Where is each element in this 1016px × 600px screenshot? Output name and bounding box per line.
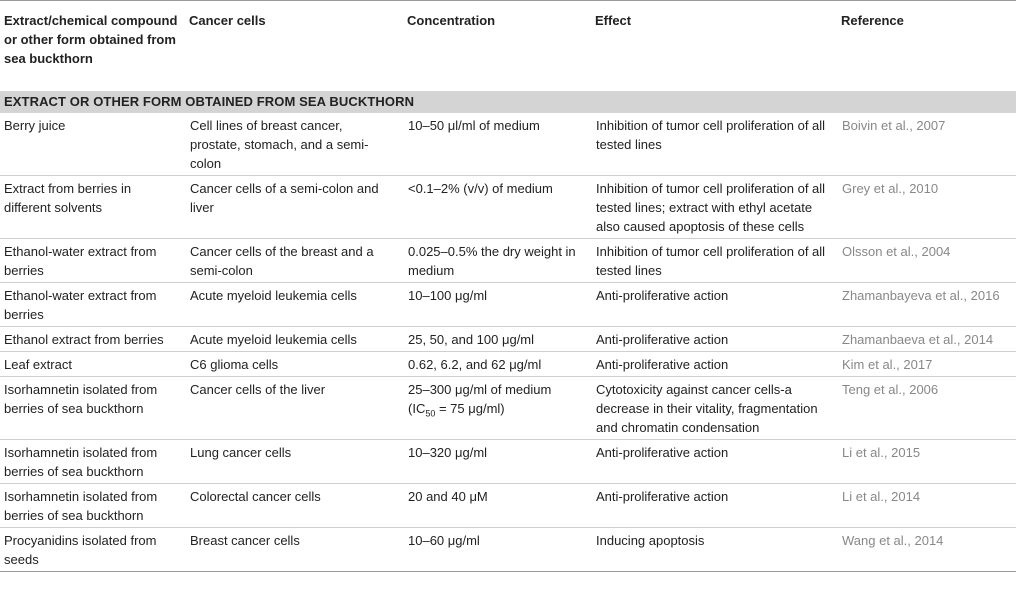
cell-reference[interactable]: Wang et al., 2014	[838, 527, 1016, 571]
header-effect: Effect	[592, 1, 838, 88]
cell-extract: Extract from berries in different solvents	[0, 175, 186, 238]
cell-effect: Cytotoxicity against cancer cells-a decrease in their vitality, fragmentation and chromatin condensation	[592, 376, 838, 439]
cell-effect: Anti-proliferative action	[592, 351, 838, 376]
cell-cancer-cells: Acute myeloid leukemia cells	[186, 282, 404, 326]
header-extract: Extract/chemical compound or other form obtained from sea buckthorn	[0, 1, 186, 88]
header-concentration: Concentration	[404, 1, 592, 88]
table-row	[0, 113, 1016, 176]
table-row	[0, 282, 1016, 326]
cell-extract: Isorhamnetin isolated from berries of sea buckthorn	[0, 483, 186, 527]
table-row	[0, 483, 1016, 527]
cell-concentration: 10–60 μg/ml	[404, 527, 592, 571]
table-row	[0, 376, 1016, 439]
cell-reference[interactable]: Zhamanbaeva et al., 2014	[838, 326, 1016, 351]
cell-effect: Inhibition of tumor cell proliferation of all tested lines	[592, 113, 838, 176]
cell-extract: Ethanol-water extract from berries	[0, 282, 186, 326]
cell-concentration: 25, 50, and 100 μg/ml	[404, 326, 592, 351]
cell-cancer-cells: Colorectal cancer cells	[186, 483, 404, 527]
cell-cancer-cells: Cancer cells of a semi-colon and liver	[186, 175, 404, 238]
cell-extract: Isorhamnetin isolated from berries of sea buckthorn	[0, 376, 186, 439]
cell-effect: Anti-proliferative action	[592, 326, 838, 351]
cell-cancer-cells: C6 glioma cells	[186, 351, 404, 376]
cell-extract: Berry juice	[0, 113, 186, 176]
header-cancer-cells: Cancer cells	[186, 1, 404, 88]
cell-reference[interactable]: Boivin et al., 2007	[838, 113, 1016, 176]
cell-reference[interactable]: Kim et al., 2017	[838, 351, 1016, 376]
cell-reference[interactable]: Li et al., 2015	[838, 439, 1016, 483]
ic50-value: = 75 μg/ml)	[435, 400, 505, 416]
cell-extract: Leaf extract	[0, 351, 186, 376]
cell-reference[interactable]: Teng et al., 2006	[838, 376, 1016, 439]
cell-effect: Inhibition of tumor cell proliferation of all tested lines; extract with ethyl acetate also caused apoptosis of these cells	[592, 175, 838, 238]
cell-concentration: 10–320 μg/ml	[404, 439, 592, 483]
concentration-range: 25–300 μg/ml of medium	[408, 381, 552, 397]
cell-cancer-cells: Cancer cells of the breast and a semi-colon	[186, 238, 404, 282]
cell-cancer-cells: Lung cancer cells	[186, 439, 404, 483]
cell-extract: Isorhamnetin isolated from berries of sea buckthorn	[0, 439, 186, 483]
cell-reference[interactable]: Zhamanbayeva et al., 2016	[838, 282, 1016, 326]
cell-effect: Anti-proliferative action	[592, 439, 838, 483]
cell-effect: Inhibition of tumor cell proliferation of all tested lines	[592, 238, 838, 282]
cell-reference[interactable]: Olsson et al., 2004	[838, 238, 1016, 282]
header-reference: Reference	[838, 1, 1016, 88]
section-title: EXTRACT OR OTHER FORM OBTAINED FROM SEA BUCKTHORN	[0, 88, 1016, 113]
cell-reference[interactable]: Li et al., 2014	[838, 483, 1016, 527]
cell-reference[interactable]: Grey et al., 2010	[838, 175, 1016, 238]
cell-concentration: <0.1–2% (v/v) of medium	[404, 175, 592, 238]
cell-concentration: 20 and 40 μM	[404, 483, 592, 527]
ic50-prefix: (IC	[408, 400, 426, 416]
cell-effect: Anti-proliferative action	[592, 483, 838, 527]
cell-cancer-cells: Breast cancer cells	[186, 527, 404, 571]
table-row	[0, 527, 1016, 571]
cell-cancer-cells: Cancer cells of the liver	[186, 376, 404, 439]
table-row	[0, 439, 1016, 483]
table-row	[0, 238, 1016, 282]
cell-concentration: 10–100 μg/ml	[404, 282, 592, 326]
table-row	[0, 175, 1016, 238]
cell-concentration: 0.62, 6.2, and 62 μg/ml	[404, 351, 592, 376]
ic50-subscript: 50	[425, 408, 436, 419]
cell-effect: Anti-proliferative action	[592, 282, 838, 326]
cell-concentration: 10–50 μl/ml of medium	[404, 113, 592, 176]
cell-extract: Ethanol extract from berries	[0, 326, 186, 351]
cell-concentration: 0.025–0.5% the dry weight in medium	[404, 238, 592, 282]
section-row	[0, 88, 1016, 113]
table-row	[0, 326, 1016, 351]
cell-extract: Ethanol-water extract from berries	[0, 238, 186, 282]
cell-cancer-cells: Cell lines of breast cancer, prostate, stomach, and a semi-colon	[186, 113, 404, 176]
cell-effect: Inducing apoptosis	[592, 527, 838, 571]
cell-extract: Procyanidins isolated from seeds	[0, 527, 186, 571]
header-row	[0, 1, 1016, 88]
cell-concentration	[404, 376, 592, 439]
table-row	[0, 351, 1016, 376]
cell-cancer-cells: Acute myeloid leukemia cells	[186, 326, 404, 351]
